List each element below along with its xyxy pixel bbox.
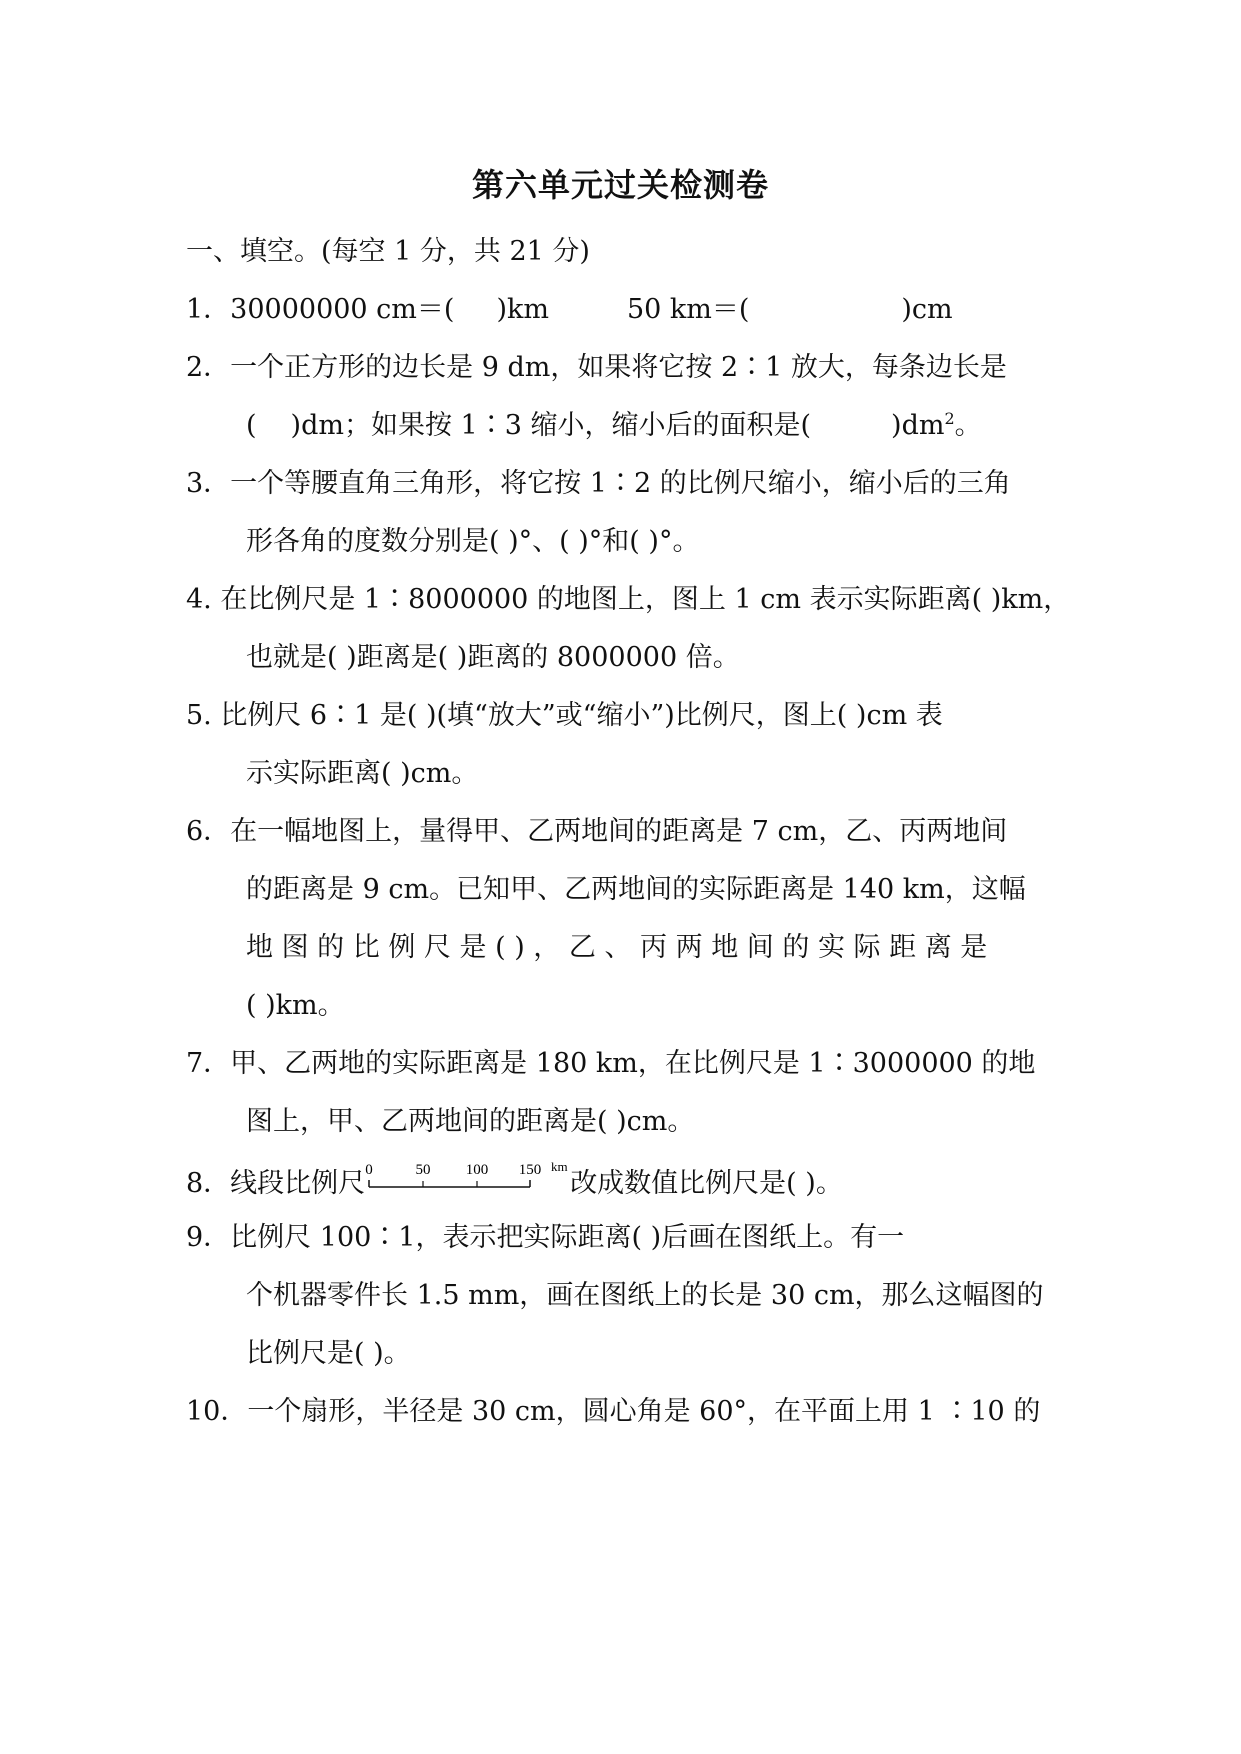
question-8 (186, 1160, 843, 1204)
scale-label-100: 100 (465, 1162, 489, 1178)
question-10-line-1: 10．一个扇形，半径是 30 cm，圆心角是 60°，在平面上用 1 ∶10 的 (186, 1396, 1041, 1427)
question-6-line-2: 的距离是 9 cm。已知甲、乙两地间的实际距离是 140 km，这幅 (246, 874, 1026, 905)
q1-part-b: )km (496, 294, 549, 325)
scale-label-0: 0 (365, 1162, 373, 1178)
question-4-line-2: 也就是( )距离是( )距离的 8000000 倍。 (246, 642, 740, 673)
question-6-line-3: 地 图 的 比 例 尺 是 ( ) ， 乙 、 丙 两 地 间 的 实 际 距 离 是 (246, 932, 988, 963)
question-7-line-1: 7．甲、乙两地的实际距离是 180 km，在比例尺是 1∶3000000 的地 (186, 1048, 1036, 1079)
scale-label-50: 50 (415, 1162, 431, 1178)
scale-label-150: 150 (518, 1162, 542, 1178)
question-4-line-1: 4. 在比例尺是 1∶8000000 的地图上，图上 1 cm 表示实际距离( )km， (186, 584, 1071, 615)
question-9-line-2: 个机器零件长 1.5 mm，画在图纸上的长是 30 cm，那么这幅图的 (246, 1280, 1044, 1311)
question-9-line-1: 9．比例尺 100∶1，表示把实际距离( )后画在图纸上。有一 (186, 1222, 905, 1253)
question-2-line-2: ( )dm；如果按 1∶3 缩小，缩小后的面积是( )$dm^2$。 (246, 409, 982, 441)
scale-unit: km (551, 1160, 568, 1174)
section-heading: 一、填空。(每空 1 分，共 21 分) (186, 236, 590, 267)
question-6-line-4: ( )km。 (246, 990, 345, 1021)
question-5-line-1: 5. 比例尺 6∶1 是( )(填“放大”或“缩小”)比例尺，图上( )cm 表 (186, 700, 943, 731)
question-3-line-1: 3．一个等腰直角三角形，将它按 1∶2 的比例尺缩小，缩小后的三角 (186, 468, 1011, 499)
page-title: 第六单元过关检测卷 (471, 166, 769, 204)
q8-before: 8．线段比例尺 (186, 1168, 366, 1199)
superscript-2: 2 (944, 409, 955, 428)
q1-part-c: 50 km＝( (626, 294, 750, 325)
q8-after: 改成数值比例尺是( )。 (570, 1168, 843, 1199)
question-9-line-3: 比例尺是( )。 (246, 1338, 411, 1369)
question-6-line-1: 6．在一幅地图上，量得甲、乙两地间的距离是 7 cm，乙、丙两地间 (186, 816, 1008, 847)
q1-part-a: 1．30000000 cm＝( (186, 294, 455, 325)
question-2-line-1: 2．一个正方形的边长是 9 dm，如果将它按 2∶1 放大，每条边长是 (186, 352, 1007, 383)
question-7-line-2: 图上，甲、乙两地间的距离是( )cm。 (246, 1106, 695, 1137)
question-5-line-2: 示实际距离( )cm。 (246, 758, 479, 789)
segment-scale-bar (365, 1160, 570, 1194)
question-1 (186, 290, 953, 330)
q1-part-d: )cm (901, 294, 953, 325)
question-3-line-2: 形各角的度数分别是( )°、( )°和( )°。 (246, 526, 700, 557)
